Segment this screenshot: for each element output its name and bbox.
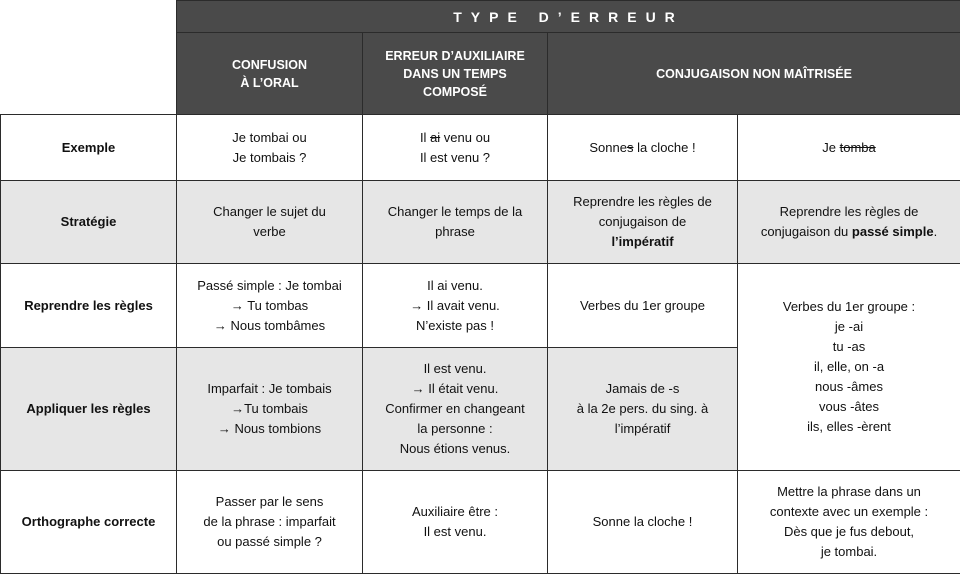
exemple-aux-text-a: Il <box>419 129 431 145</box>
orthographe-imperatif: Sonne la cloche ! <box>548 471 738 574</box>
row-label-strategie: Stratégie <box>1 181 177 264</box>
corner-cell <box>1 1 177 115</box>
reprendre-erreur-auxiliaire: Il ai venu. → Il avait venu. N’existe pas ! <box>363 264 548 348</box>
strategie-confusion-oral: Changer le sujet du verbe <box>177 181 363 264</box>
exemple-ps-struck: tomba <box>839 139 876 155</box>
exemple-passe-simple <box>738 115 960 181</box>
row-label-orthographe: Orthographe correcte <box>1 471 177 574</box>
exemple-imp-text-a: Sonne <box>589 139 627 155</box>
strategie-passe-simple <box>738 181 960 264</box>
exemple-aux-struck: ai <box>430 129 441 145</box>
header-title: TYPE D’ERREUR <box>177 1 960 33</box>
strategie-ps-text-a: Reprendre les règles de conjugaison du <box>760 204 919 239</box>
exemple-imp-text-b: la cloche ! <box>633 139 696 155</box>
exemple-aux-text-b: venu ou Il est venu ? <box>419 129 491 165</box>
strategie-ps-bold: passé simple <box>851 224 934 239</box>
strategie-imp-bold: l’impératif <box>611 234 674 249</box>
row-label-exemple: Exemple <box>1 115 177 181</box>
header-erreur-auxiliaire: ERREUR D’AUXILIAIRE DANS UN TEMPS COMPOSÉ <box>363 33 548 115</box>
exemple-imperatif <box>548 115 738 181</box>
passe-simple-endings: Verbes du 1er groupe : je -ai tu -as il, elle, on -a nous -âmes vous -âtes ils, elles -èrent <box>738 264 960 471</box>
orthographe-passe-simple: Mettre la phrase dans un contexte avec un exemple : Dès que je fus debout, je tombai. <box>738 471 960 574</box>
reprendre-imperatif: Verbes du 1er groupe <box>548 264 738 348</box>
strategie-erreur-auxiliaire: Changer le temps de la phrase <box>363 181 548 264</box>
orthographe-erreur-auxiliaire: Auxiliaire être : Il est venu. <box>363 471 548 574</box>
appliquer-imperatif: Jamais de -s à la 2e pers. du sing. à l’impératif <box>548 348 738 471</box>
appliquer-erreur-auxiliaire: Il est venu. → Il était venu. Confirmer en changeant la personne : Nous étions venus. <box>363 348 548 471</box>
strategie-imperatif <box>548 181 738 264</box>
strategie-imp-text: Reprendre les règles de conjugaison de <box>573 194 712 229</box>
appliquer-confusion-oral: Imparfait : Je tombais →Tu tombais → Nous tombions <box>177 348 363 471</box>
exemple-erreur-auxiliaire <box>363 115 548 181</box>
exemple-confusion-oral: Je tombai ou Je tombais ? <box>177 115 363 181</box>
row-label-appliquer: Appliquer les règles <box>1 348 177 471</box>
header-confusion-oral: CONFUSION À L’ORAL <box>177 33 363 115</box>
exemple-ps-text-a: Je <box>822 139 840 155</box>
row-label-reprendre: Reprendre les règles <box>1 264 177 348</box>
strategie-ps-text-b: . <box>933 224 938 239</box>
header-conjugaison: CONJUGAISON NON MAÎTRISÉE <box>548 33 960 115</box>
reprendre-confusion-oral: Passé simple : Je tombai → Tu tombas → Nous tombâmes <box>177 264 363 348</box>
orthographe-confusion-oral: Passer par le sens de la phrase : imparfait ou passé simple ? <box>177 471 363 574</box>
exemple-imp-struck: s <box>626 139 634 155</box>
